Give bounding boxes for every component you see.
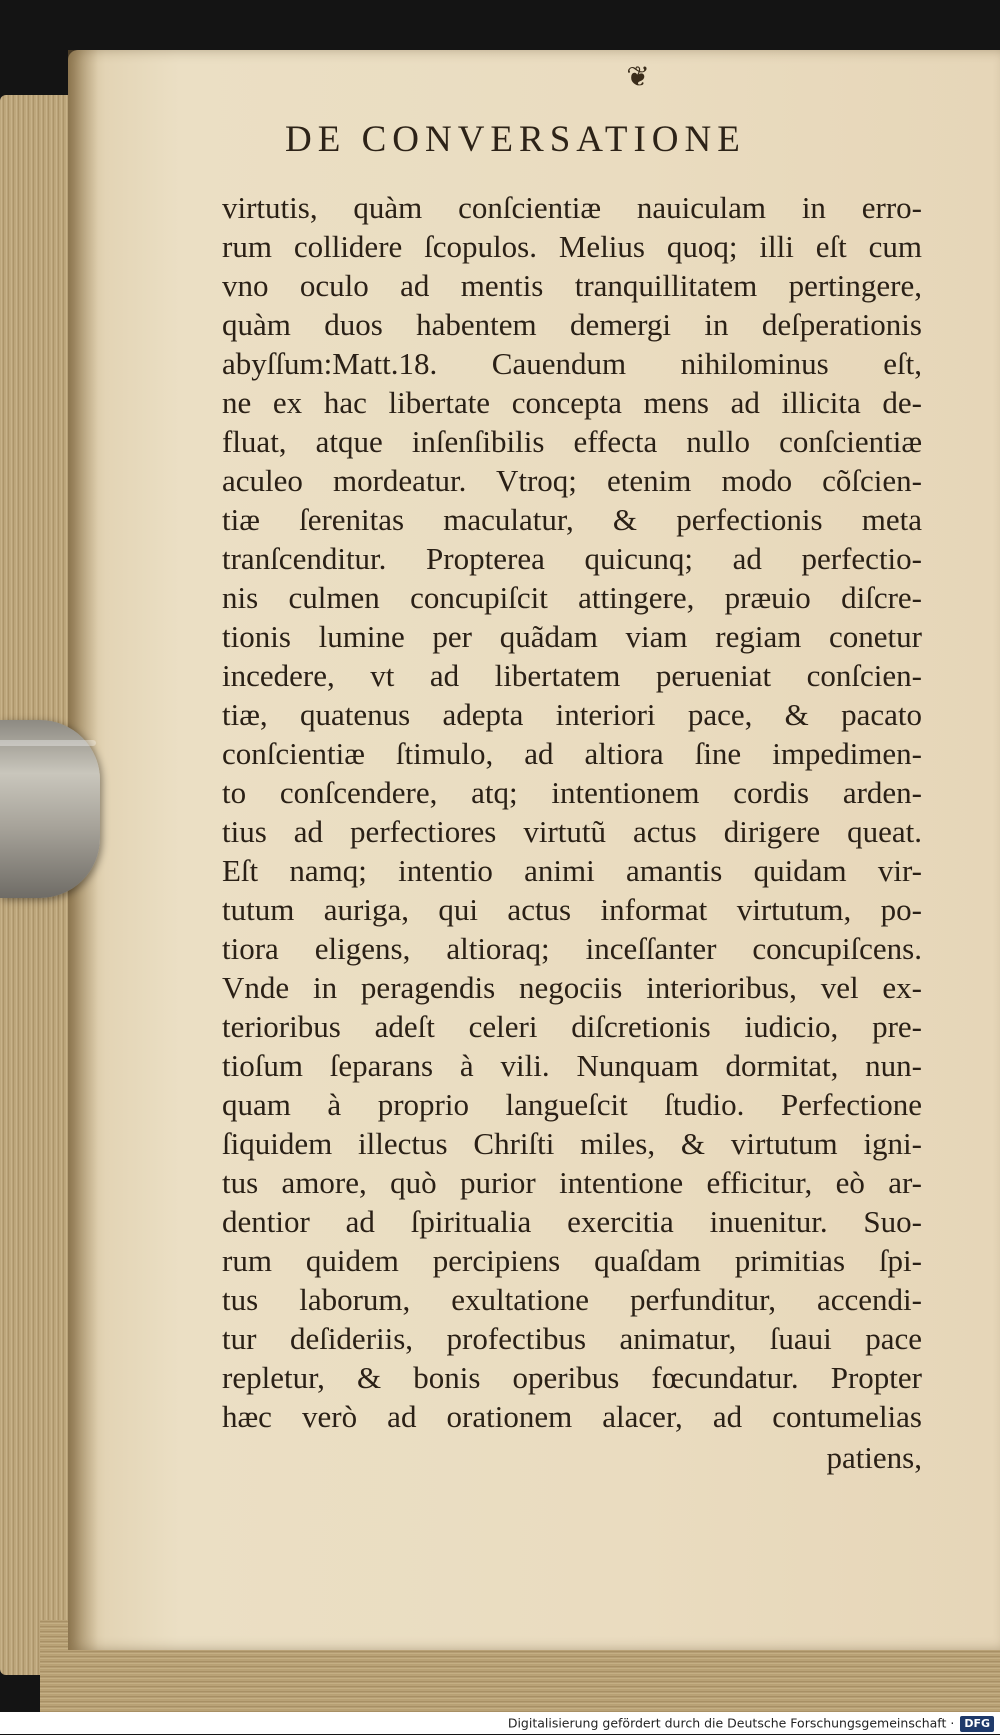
text-line: tutum auriga, qui actus informat virtutum, po- xyxy=(222,892,922,927)
text-line: aculeo mordeatur. Vtroq; etenim modo cõſcien- xyxy=(222,463,922,498)
text-line: dentior ad ſpiritualia exercitia inuenitur. Suo- xyxy=(222,1204,922,1239)
body-text xyxy=(222,188,922,1477)
text-line: terioribus adeſt celeri diſcretionis iudicio, pre- xyxy=(222,1009,922,1044)
text-line: virtutis, quàm conſcientiæ nauiculam in erro- xyxy=(222,190,922,225)
book-clamp xyxy=(0,720,100,898)
text-line: abyſſum:Matt.18. Cauendum nihilominus eſt, xyxy=(222,346,922,381)
digitization-footer xyxy=(0,1712,1000,1734)
text-line: ſiquidem illectus Chriſti miles, & virtutum igni- xyxy=(222,1126,922,1161)
text-line: tiæ, quatenus adepta interiori pace, & pacato xyxy=(222,697,922,732)
text-line: hæc verò ad orationem alacer, ad contumelias xyxy=(222,1399,922,1434)
footer-credit: Digitalisierung gefördert durch die Deutsche Forschungsgemeinschaft · xyxy=(507,1715,955,1731)
text-line: tioſum ſeparans à vili. Nunquam dormitat, nun- xyxy=(222,1048,922,1083)
text-line: to conſcendere, atq; intentionem cordis arden- xyxy=(222,775,922,810)
catchword: patiens, xyxy=(826,1440,922,1475)
text-line: fluat, atque inſenſibilis effecta nullo conſcientiæ xyxy=(222,424,922,459)
text-line: repletur, & bonis operibus fœcundatur. Propter xyxy=(222,1360,922,1395)
running-head: DE CONVERSATIONE xyxy=(285,119,746,160)
text-line: quàm duos habentem demergi in deſperationis xyxy=(222,307,922,342)
text-line: ne ex hac libertate concepta mens ad illicita de- xyxy=(222,385,922,420)
text-line: tur deſideriis, profectibus animatur, ſuaui pace xyxy=(222,1321,922,1356)
text-line: incedere, vt ad libertatem perueniat conſcien- xyxy=(222,658,922,693)
text-line: tionis lumine per quãdam viam regiam conetur xyxy=(222,619,922,654)
text-line: quam à proprio langueſcit ſtudio. Perfectione xyxy=(222,1087,922,1122)
text-line: rum quidem percipiens quaſdam primitias ſpi- xyxy=(222,1243,922,1278)
text-line: tus amore, quò purior intentione efficitur, eò ar- xyxy=(222,1165,922,1200)
text-line: tiæ ſerenitas maculatur, & perfectionis meta xyxy=(222,502,922,537)
text-line: nis culmen concupiſcit attingere, præuio diſcre- xyxy=(222,580,922,615)
text-line: Eſt namq; intentio animi amantis quidam vir- xyxy=(222,853,922,888)
text-line: tius ad perfectiores virtutũ actus dirigere queat. xyxy=(222,814,922,849)
text-line: Vnde in peragendis negociis interioribus, vel ex- xyxy=(222,970,922,1005)
text-line: tranſcenditur. Propterea quicunq; ad perfectio- xyxy=(222,541,922,576)
text-line: vno oculo ad mentis tranquillitatem pertingere, xyxy=(222,268,922,303)
text-line: tus laborum, exultatione perfunditur, accendi- xyxy=(222,1282,922,1317)
text-line: tiora eligens, altioraq; inceſſanter concupiſcens. xyxy=(222,931,922,966)
dfg-logo: DFG xyxy=(960,1716,994,1732)
text-line: conſcientiæ ſtimulo, ad altiora ſine impedimen- xyxy=(222,736,922,771)
text-line: rum collidere ſcopulos. Melius quoq; illi eſt cum xyxy=(222,229,922,264)
fleuron-ornament-icon: ❦ xyxy=(626,60,650,93)
